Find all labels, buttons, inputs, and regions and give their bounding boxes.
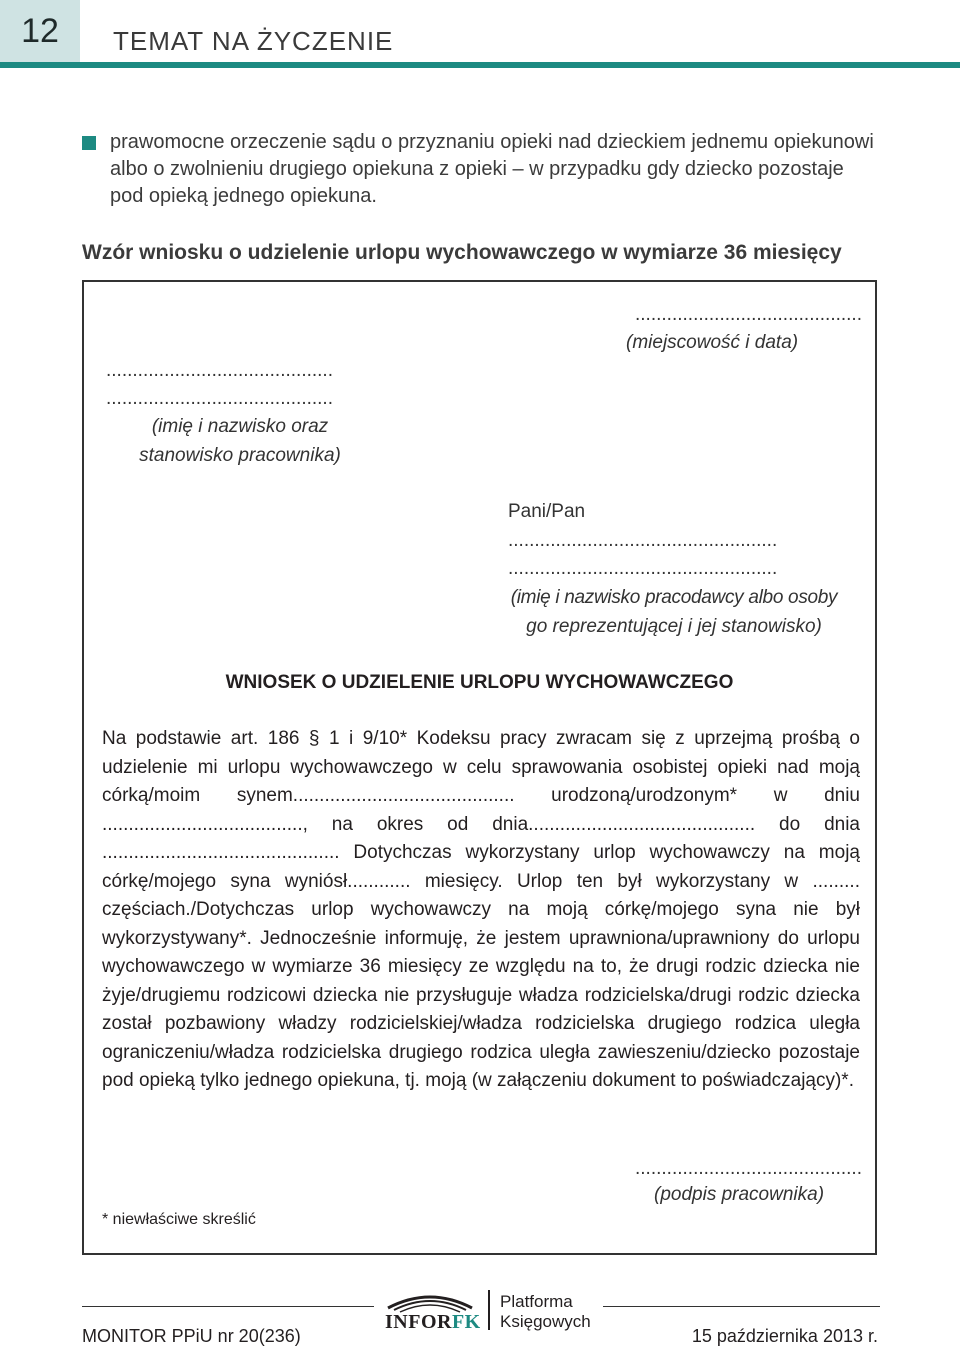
footer-rule-left bbox=[82, 1306, 374, 1307]
infor-fk-logo: INFORFK bbox=[385, 1311, 481, 1333]
publication-date: 15 października 2013 r. bbox=[691, 1326, 878, 1346]
employer-dots-2: ................................................... bbox=[508, 558, 778, 579]
template-title: Wzór wniosku o udzielenie urlopu wychowawczego w wymiarze 36 miesięcy bbox=[82, 241, 842, 264]
publication-info: MONITOR PPiU nr 20(236) bbox=[82, 1326, 301, 1346]
employee-label-2: stanowisko pracownika) bbox=[139, 445, 341, 466]
footnote: * niewłaściwe skreślić bbox=[102, 1211, 256, 1228]
section-title: TEMAT NA ŻYCZENIE bbox=[113, 26, 394, 56]
employee-dots-2: ........................................... bbox=[106, 388, 333, 409]
employer-label-1: (imię i nazwisko pracodawcy albo osoby bbox=[510, 587, 838, 608]
form-heading: WNIOSEK O UDZIELENIE URLOPU WYCHOWAWCZEGO bbox=[225, 672, 734, 693]
employee-label-1: (imię i nazwisko oraz bbox=[151, 416, 329, 437]
employee-dots-1: ........................................... bbox=[106, 360, 333, 381]
bullet-square-icon bbox=[82, 136, 96, 150]
place-date-dots: ........................................... bbox=[635, 304, 862, 325]
signature-label: (podpis pracownika) bbox=[654, 1184, 825, 1205]
header-divider bbox=[0, 62, 960, 68]
form-body-text: Na podstawie art. 186 § 1 i 9/10* Kodeksu pracy zwracam się z uprzejmą prośbą o udzielenie mi urlopu wychowawczego w celu sprawowania osobistej opieki nad moją córką/moim synem.......................................... urodzoną/urodzonym* w dniu ......................................, na okres od dnia........................................... do dnia ............................................. Dotychczas wykorzystany urlop wychowawczy na moją córkę/mojego syna wyniósł............ miesięcy. Urlop ten był wykorzystany w ......... częściach./Dotychczas urlop wychowawczy na moją córkę/mojego syna nie był wykorzystywany*. Jednocześnie informuję, że jestem uprawniona/uprawniony do urlopu wychowawczego w wymiarze 36 miesięcy ze względu na to, że drugi rodzic dziecka nie żyje/drugiemu rodzicowi dziecka nie przysługuje władza rodzicielska/drugi rodzic dziecka został pozbawiony władzy rodzicielskiej/władza rodzicielska drugiego rodzica uległa ograniczeniu/władza rodzicielska drugiego rodzica uległa zawieszeniu/dziecko pozostaje pod opieką tylko jednego opiekuna, tj. moją (w załączeniu dokument to poświadczający)*. bbox=[102, 728, 860, 1091]
employer-label-2: go reprezentującej i jej stanowisko) bbox=[526, 616, 822, 637]
employer-dots-1: ................................................... bbox=[508, 530, 778, 551]
logo-separator bbox=[488, 1290, 490, 1330]
intro-text: prawomocne orzeczenie sądu o przyznaniu opieki nad dzieckiem jednemu opiekunowi albo o zwolnieniu drugiego opiekuna z opieki – w przypadku gdy dziecko pozostaje pod opieką jednego opiekuna. bbox=[110, 131, 874, 207]
place-date-label: (miejscowość i data) bbox=[626, 332, 799, 353]
signature-dots: ........................................... bbox=[635, 1158, 862, 1179]
application-form bbox=[82, 280, 877, 1255]
footer-rule-right bbox=[603, 1306, 880, 1307]
page-number: 12 bbox=[0, 0, 80, 62]
addressee-label: Pani/Pan bbox=[508, 501, 586, 522]
platform-name: Platforma Księgowych bbox=[500, 1292, 591, 1331]
